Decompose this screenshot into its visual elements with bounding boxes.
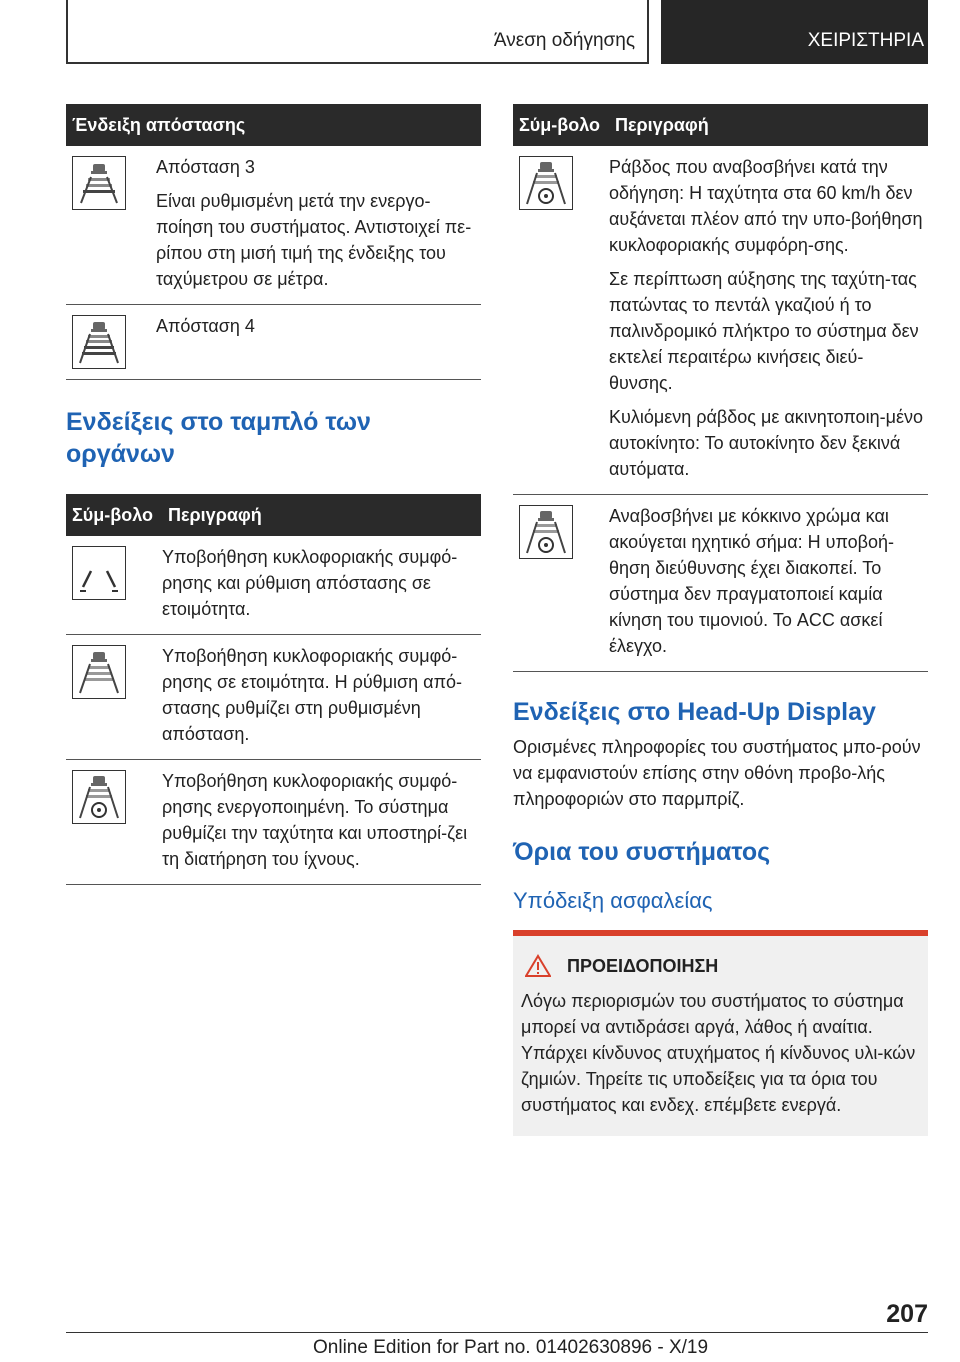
col-desc-header: Περιγραφή (609, 104, 928, 146)
cluster-heading: Ενδείξεις στο ταμπλό των οργάνων (66, 408, 371, 468)
left-column (66, 104, 481, 885)
table-row (66, 305, 481, 380)
car-distance-gray-icon (72, 645, 126, 699)
distance-3-label: Απόσταση 3 (156, 157, 255, 177)
header-section-title: Άνεση οδήγησης (493, 30, 635, 51)
table-row (66, 146, 481, 305)
distance-table (66, 104, 481, 380)
col-symbol-header: Σύμ-βολο (66, 494, 162, 536)
warning-box (513, 930, 928, 1136)
distance-4-label: Απόσταση 4 (156, 316, 255, 336)
warning-title: ΠΡΟΕΙΔΟΠΟΙΗΣΗ (567, 955, 719, 976)
col-desc-header: Περιγραφή (162, 494, 481, 536)
footer-edition: Online Edition for Part no. 01402630896 - X/19 (313, 1337, 709, 1358)
distance-3-desc: Είναι ρυθμισμένη μετά την ενεργο-ποίηση του συστήματος. Αντιστοιχεί πε-ρίπου στη μισή τιμή της ένδειξης του ταχύμετρου σε μέτρα. (156, 191, 472, 289)
safety-heading: Υπόδειξη ασφαλείας (513, 888, 713, 913)
page-header (66, 0, 928, 64)
header-chapter-title: ΧΕΙΡΙΣΤΗΡΙΑ (807, 30, 924, 51)
hud-text: Ορισμένες πληροφορίες του συστήματος μπο-ρούν να εμφανιστούν επίσης στην οθόνη προβο-λής πληροφοριών στο παρμπρίζ. (513, 737, 921, 809)
warning-text: Λόγω περιορισμών του συστήματος το σύστημα μπορεί να αντιδράσει αργά, λάθος ή αναίτια. Υπάρχει κίνδυνος ατυχήματος ή κίνδυνος υλι-κών ζημιών. Τηρείτε τις υποδείξεις για τα όρια του συστήματος και ενδεχ. επέμβετε ενεργά. (521, 991, 916, 1115)
table-row (66, 536, 481, 635)
lane-lines-icon (72, 546, 126, 600)
steering-red-para: Αναβοσβήνει με κόκκινο χρώμα και ακούγεται ηχητικό σήμα: Η υποβοή-θηση διεύθυνσης έχει διακοπεί. Το σύστημα δεν πραγματοποιεί καμία κίνηση του τιμονιού. Το ACC ασκεί έλεγχο. (609, 506, 894, 656)
steering-table (513, 104, 928, 672)
car-distance-steering-icon (72, 770, 126, 824)
header-section-box (66, 0, 649, 64)
distance-table-header: Ένδειξη απόστασης (66, 104, 481, 146)
cluster-row-1-text: Υποβοήθηση κυκλοφοριακής συμφό-ρησης και ρύθμιση απόστασης σε ετοιμότητα. (162, 536, 481, 635)
table-row (513, 146, 928, 495)
cluster-row-2-text: Υποβοήθηση κυκλοφοριακής συμφό-ρησης σε ετοιμότητα. Η ρύθμιση από-στασης ρυθμίζει στη ρυθμισμένη απόσταση. (162, 635, 481, 760)
steering-bar-icon (519, 156, 573, 210)
cluster-table (66, 494, 481, 885)
page-number: 207 (886, 1300, 928, 1328)
limits-heading: Όρια του συστήματος (513, 838, 771, 866)
warning-icon (525, 954, 551, 978)
footer-divider (66, 1332, 928, 1333)
table-row (66, 635, 481, 760)
cluster-row-3-text: Υποβοήθηση κυκλοφοριακής συμφό-ρησης ενεργοποιημένη. Το σύστημα ρυθμίζει την ταχύτητα και υποστηρί-ζει τη διατήρηση του ίχνους. (162, 760, 481, 885)
header-chapter-box (661, 0, 928, 64)
distance-3-icon (72, 156, 126, 210)
table-row (513, 495, 928, 672)
distance-4-icon (72, 315, 126, 369)
steering-bar-para-1: Ράβδος που αναβοσβήνει κατά την οδήγηση: Η ταχύτητα στα 60 km/h δεν αυξάνεται πλέον από την υπο-βοήθηση κυκλοφοριακής συμφόρη-σης. (609, 157, 923, 255)
right-column (513, 104, 928, 1136)
steering-red-icon (519, 505, 573, 559)
col-symbol-header: Σύμ-βολο (513, 104, 609, 146)
table-row (66, 760, 481, 885)
hud-heading: Ενδείξεις στο Head-Up Display (513, 698, 876, 726)
steering-bar-para-2: Σε περίπτωση αύξησης της ταχύτη-τας πατώντας το πεντάλ γκαζιού ή το παλινδρομικό πλήκτρο το σύστημα δεν εκτελεί περαιτέρω κινήσεις διεύ-θυνσης. (609, 269, 919, 393)
steering-bar-para-3: Κυλιόμενη ράβδος με ακινητοποιη-μένο αυτοκίνητο: Το αυτοκίνητο δεν ξεκινά αυτόματα. (609, 407, 923, 479)
